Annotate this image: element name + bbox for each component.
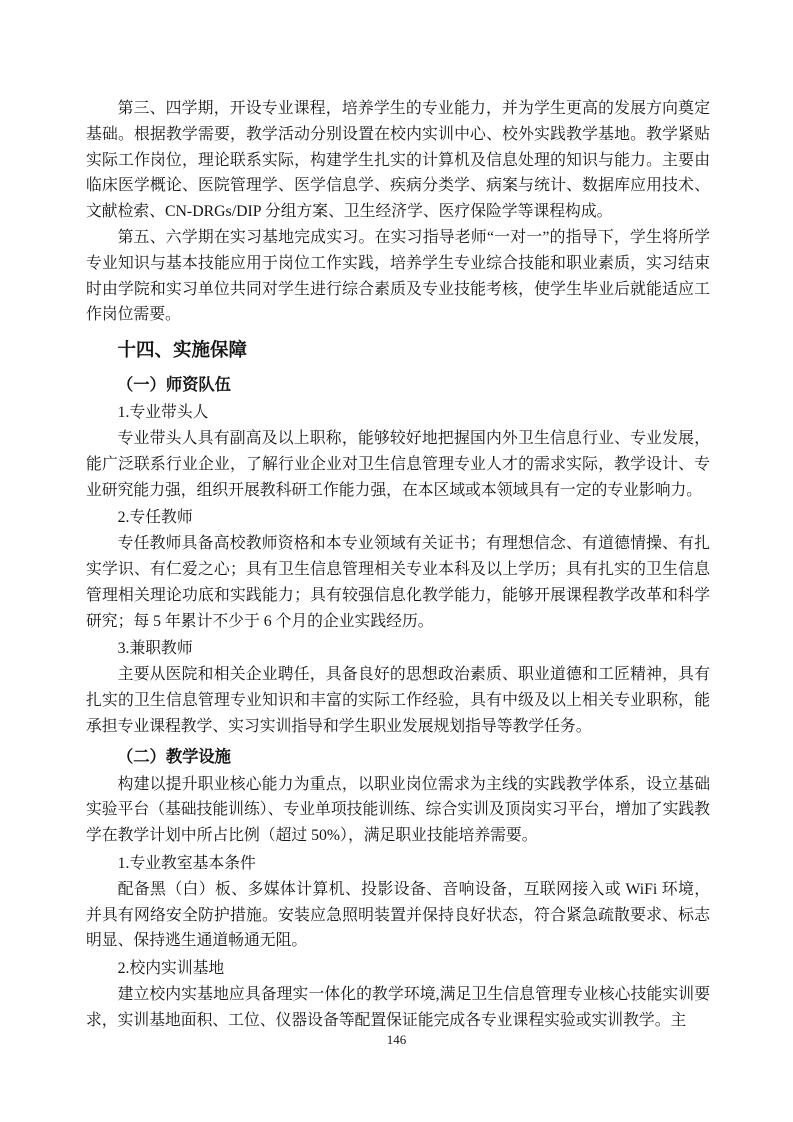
paragraph: 专业带头人具有副高及以上职称，能够较好地把握国内外卫生信息行业、专业发展，能广泛联系行业企业，了解行业企业对卫生信息管理专业人才的需求实际，教学设计、专业研究能力强，组织开展教科研工作能力强，在本区域或本领域具有一定的专业影响力。 bbox=[86, 429, 710, 499]
paragraph: 构建以提升职业核心能力为重点，以职业岗位需求为主线的实践教学体系，设立基础实验平台（基础技能训练）、专业单项技能训练、综合实训及顶岗实习平台，增加了实践教学在教学计划中所占比例（超过 50%），满足职业技能培养需要。 bbox=[86, 775, 710, 845]
numbered-item-heading: 2.校内实训基地 bbox=[117, 960, 225, 978]
paragraph: 建立校内实基地应具备理实一体化的教学环境,满足卫生信息管理专业核心技能实训要求，实训基地面积、工位、仪器设备等配置保证能完成各专业课程实验或实训教学。主 bbox=[86, 985, 710, 1029]
subsection-heading: （一）师资队伍 bbox=[116, 375, 231, 395]
page-number: 146 bbox=[386, 1032, 407, 1047]
document-body bbox=[86, 96, 710, 1034]
subsection-heading: （二）教学设施 bbox=[116, 746, 231, 766]
paragraph: 第五、六学期在实习基地完成实习。在实习指导老师“一对一”的指导下，学生将所学专业知识与基本技能应用于岗位工作实践，培养学生专业综合技能和职业素质，实习结束时由学院和实习单位共同对学生进行综合素质及专业技能考核，使学生毕业后就能适应工作岗位需要。 bbox=[86, 228, 710, 324]
numbered-item-heading: 1.专业教室基本条件 bbox=[117, 854, 256, 872]
paragraph: 第三、四学期，开设专业课程，培养学生的专业能力，并为学生更高的发展方向奠定基础。根据教学需要，教学活动分别设置在校内实训中心、校外实践教学基地。教学紧贴实际工作岗位，理论联系实际，构建学生扎实的计算机及信息处理的知识与能力。主要由临床医学概论、医院管理学、医学信息学、疾病分类学、病案与统计、数据库应用技术、文献检索、CN-DRGs/DIP 分组方案、卫生经济学、医疗保险学等课程构成。 bbox=[86, 100, 710, 221]
numbered-item-heading: 3.兼职教师 bbox=[117, 640, 193, 658]
paragraph: 主要从医院和相关企业聘任，具备良好的思想政治素质、职业道德和工匠精神，具有扎实的卫生信息管理专业知识和丰富的实际工作经验，具有中级及以上相关专业职称，能承担专业课程教学、实习实训指导和学生职业发展规划指导等教学任务。 bbox=[86, 666, 710, 735]
numbered-item-heading: 1.专业带头人 bbox=[117, 404, 209, 422]
paragraph: 配备黑（白）板、多媒体计算机、投影设备、音响设备，互联网接入或 WiFi 环境，并具有网络安全防护措施。安装应急照明装置并保持良好状态，符合紧急疏散要求、标志明显、保持逃生通道畅通无阻。 bbox=[86, 880, 710, 950]
section-heading: 十四、实施保障 bbox=[117, 341, 247, 362]
numbered-item-heading: 2.专任教师 bbox=[117, 509, 193, 527]
paragraph: 专任教师具备高校教师资格和本专业领域有关证书；有理想信念、有道德情操、有扎实学识、有仁爱之心；具有卫生信息管理相关专业本科及以上学历；具有扎实的卫生信息管理相关理论功底和实践能力；具有较强信息化教学能力，能够开展课程教学改革和科学研究；每 5 年累计不少于 6 个月的企业实践经历。 bbox=[86, 535, 710, 630]
